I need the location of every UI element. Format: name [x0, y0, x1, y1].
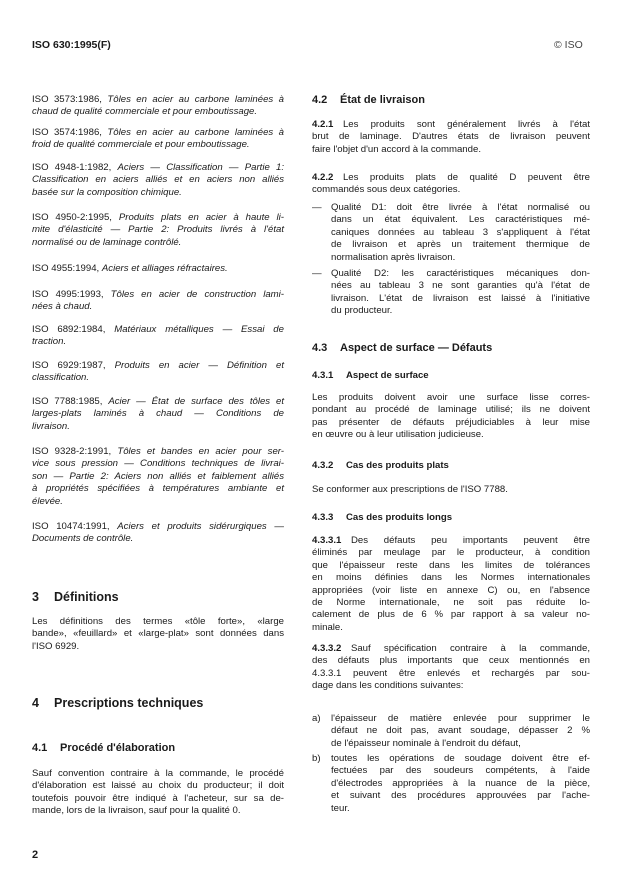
line-text: Tôles en acier au carbone laminées à	[107, 94, 284, 105]
line-text: Aciers et produits sidérurgiques —	[117, 521, 285, 532]
text-line	[32, 768, 284, 780]
line-text: commandés sous deux catégories.	[312, 184, 461, 196]
reference-entry	[32, 360, 284, 385]
text-line	[312, 572, 590, 584]
line-text: Matériaux métalliques — Essai de	[114, 324, 284, 335]
text-line	[331, 280, 590, 292]
text-line	[32, 628, 284, 640]
line-text: dans un état équivalent. Les caractéristiques mé-	[331, 214, 590, 226]
section-title: Aspect de surface	[346, 370, 429, 381]
line-text: de Norme internationale, ne soit pas réduite lo-	[312, 596, 590, 608]
reference-code: ISO 10474:1991,	[32, 521, 110, 532]
text-line	[32, 127, 284, 139]
line-text: à propriétés spécifiées à températures ambiante et	[32, 483, 284, 495]
list-item	[312, 268, 590, 318]
line-text: Documents de contrôle.	[32, 533, 134, 545]
line-text: Les définitions des termes «tôle forte», «large	[32, 616, 284, 627]
line-text: en œuvre ou à leur utilisation judicieuse.	[312, 429, 484, 441]
section-number: 4.3.1	[312, 370, 334, 381]
section-number: 4.2	[312, 94, 328, 106]
text-line	[32, 533, 284, 545]
text-line	[32, 187, 284, 199]
section-heading	[312, 341, 590, 355]
line-text: d'électrodes appropriées à la nuance de la pièce,	[331, 777, 590, 789]
reference-entry	[32, 396, 284, 433]
line-text: Qualité D2: les caractéristiques mécaniques don-	[331, 268, 590, 279]
text-line	[32, 396, 284, 408]
text-line	[312, 144, 590, 156]
line-text: mite d'élasticité — Partie 2: Produits livrés à l'état	[32, 224, 284, 236]
section-title: Cas des produits plats	[346, 460, 449, 471]
reference-entry	[32, 212, 284, 249]
section-number: 4.3.3	[312, 512, 334, 523]
line-text: Acier — État de surface des tôles et	[108, 396, 284, 407]
text-line	[32, 521, 284, 533]
text-line	[331, 268, 590, 280]
text-line	[312, 655, 590, 667]
reference-entry	[32, 289, 284, 314]
line-text: pondant au procédé de laminage utilisé; ils ne doivent	[312, 404, 590, 416]
paragraph	[312, 119, 590, 156]
line-text: Sauf spécification contraire à la commande,	[350, 643, 590, 654]
text-line	[331, 713, 590, 725]
line-text: froid de qualité commerciale et pour emboutissage.	[32, 139, 250, 151]
line-text: Les produits plats de qualité D peuvent être	[342, 172, 590, 183]
list-item	[312, 713, 590, 750]
text-line	[312, 429, 590, 441]
line-text: élevée.	[32, 495, 63, 507]
list-marker: —	[312, 268, 322, 279]
paragraph	[312, 643, 590, 693]
line-text: Des défauts peu importants peuvent être	[350, 535, 590, 546]
section-title: Cas des produits longs	[346, 512, 453, 523]
line-text: de livraison et après un traitement thermique de	[331, 239, 590, 251]
text-line	[312, 597, 590, 609]
section-number: 4.3	[312, 342, 328, 354]
line-text: classification.	[32, 372, 90, 384]
line-text: nées au tableau 3 ne sont garanties qu'à l'état de	[331, 280, 590, 292]
line-text: bande», «feuillard» et «large-plat» sont données dans	[32, 628, 284, 640]
line-text: Produits plats en acier à haute li-	[118, 212, 285, 223]
reference-entry	[32, 127, 284, 152]
text-line	[32, 641, 284, 653]
text-line	[32, 793, 284, 805]
line-text: d'élaboration est laissé au choix du producteur; il doit	[32, 780, 284, 792]
text-line	[312, 622, 590, 634]
text-line	[32, 106, 284, 118]
text-line	[32, 616, 284, 628]
line-text: Tôles en acier de construction lami-	[110, 289, 284, 300]
line-text: Aciers et alliages réfractaires.	[101, 263, 228, 274]
text-line	[32, 458, 284, 470]
text-line	[312, 535, 590, 547]
text-line	[331, 202, 590, 214]
clause-number: 4.2.2	[312, 172, 334, 183]
clause-number: 4.3.3.2	[312, 643, 342, 654]
paragraph	[32, 768, 284, 818]
line-text: appropriées (voir liste en annexe C) ou, en l'absence	[312, 584, 590, 596]
reference-code: ISO 7788:1985,	[32, 396, 103, 407]
line-text: toutefois pouvoir être indiqué à l'acheteur, sur sa de-	[32, 792, 284, 804]
text-line	[312, 585, 590, 597]
text-line	[32, 408, 284, 420]
text-line	[32, 483, 284, 495]
section-title: État de livraison	[340, 94, 425, 106]
text-line	[331, 790, 590, 802]
text-line	[32, 162, 284, 174]
text-line	[312, 417, 590, 429]
reference-code: ISO 6929:1987,	[32, 360, 106, 371]
line-text: 4.3.3.1 peuvent être enlevés et rechargés par sou-	[312, 667, 590, 679]
line-text: livraison. L'état de livraison est laissé à l'initiative	[331, 292, 590, 304]
text-line	[32, 780, 284, 792]
text-line	[312, 668, 590, 680]
text-line	[32, 421, 284, 433]
line-text: mande, lors de la livraison, sauf pour la qualité 0.	[32, 805, 241, 817]
text-line	[32, 372, 284, 384]
text-line	[32, 805, 284, 817]
section-heading	[312, 93, 590, 107]
text-line	[32, 94, 284, 106]
section-heading	[312, 511, 590, 524]
section-number: 4.1	[32, 742, 48, 754]
line-text: Les produits sont généralement livrés à l'état	[342, 119, 590, 130]
text-line	[331, 214, 590, 226]
text-line	[32, 324, 284, 336]
text-line	[32, 336, 284, 348]
paragraph	[312, 392, 590, 442]
reference-entry	[32, 263, 284, 275]
text-line	[32, 446, 284, 458]
reference-code: ISO 4995:1993,	[32, 289, 104, 300]
line-text: brut de laminage. D'autres états de livraison peuvent	[312, 131, 590, 143]
text-line	[32, 139, 284, 151]
text-line	[331, 753, 590, 765]
paragraph	[32, 616, 284, 653]
text-line	[32, 224, 284, 236]
text-line	[312, 609, 590, 621]
reference-entry	[32, 324, 284, 349]
text-line	[331, 765, 590, 777]
line-text: larges-plats laminés à chaud — Conditions de	[32, 408, 284, 420]
list-item	[312, 202, 590, 264]
list-marker: b)	[312, 753, 321, 764]
line-text: basée sur la composition chimique.	[32, 186, 182, 198]
line-text: toutes les opérations de soudage doivent être ef-	[331, 753, 590, 764]
list-item	[312, 753, 590, 815]
line-text: caniques données au tableau 3 s'appliquent à l'état	[331, 226, 590, 238]
section-number: 3	[32, 590, 39, 604]
reference-code: ISO 4950-2:1995,	[32, 212, 112, 223]
reference-code: ISO 9328-2:1991,	[32, 446, 112, 457]
line-text: que l'épaisseur reste dans les limites de tolérances	[312, 559, 590, 571]
text-line	[331, 252, 590, 264]
section-number: 4	[32, 696, 39, 710]
line-text: Aciers — Classification — Partie 1:	[117, 162, 284, 173]
line-text: l'épaisseur de matière enlevée pour supprimer le	[331, 713, 590, 724]
text-line	[32, 496, 284, 508]
section-heading	[32, 741, 284, 755]
text-line	[331, 778, 590, 790]
section-title: Procédé d'élaboration	[60, 742, 176, 754]
line-text: calement de plus de 6 % par rapport à sa valeur no-	[312, 609, 590, 621]
line-text: pas présenter de défauts préjudiciables à leur mise	[312, 416, 590, 428]
reference-entry	[32, 446, 284, 508]
line-text: Se conformer aux prescriptions de l'ISO 7788.	[312, 484, 508, 495]
text-line	[312, 392, 590, 404]
text-line	[32, 263, 284, 275]
line-text: teur.	[331, 802, 350, 814]
reference-code: ISO 4955:1994,	[32, 263, 100, 274]
section-heading	[312, 459, 590, 472]
text-line	[312, 560, 590, 572]
list-marker: a)	[312, 713, 321, 724]
line-text: fectuées par des soudeurs compétents, à l'aide	[331, 765, 590, 777]
reference-entry	[32, 521, 284, 546]
text-line	[331, 803, 590, 815]
text-line	[331, 725, 590, 737]
line-text: et suivant des procédures approuvées par l'ache-	[331, 790, 590, 802]
text-line	[331, 738, 590, 750]
line-text: Produits en acier — Définition et	[114, 360, 284, 371]
text-line	[312, 172, 590, 184]
section-heading	[32, 590, 284, 605]
section-title: Aspect de surface — Défauts	[340, 342, 493, 354]
paragraph	[312, 535, 590, 634]
line-text: normalisé ou de laminage contrôlé.	[32, 236, 182, 248]
line-text: nées à chaud.	[32, 301, 93, 313]
section-title: Prescriptions techniques	[54, 696, 204, 710]
clause-number: 4.2.1	[312, 119, 334, 130]
text-line	[32, 237, 284, 249]
line-text: son — Partie 2: Aciers non alliés et faiblement alliés	[32, 470, 284, 482]
line-text: du producteur.	[331, 305, 393, 317]
line-text: de l'épaisseur nominale à l'endroit du défaut,	[331, 737, 521, 749]
section-heading	[312, 369, 590, 382]
copyright-notice: © ISO	[554, 39, 583, 51]
line-text: Classification en aciers alliés et en aciers non alliés	[32, 174, 284, 186]
section-title: Définitions	[54, 590, 119, 604]
line-text: Qualité D1: doit être livrée à l'état normalisé ou	[331, 202, 590, 213]
text-line	[312, 680, 590, 692]
text-line	[331, 227, 590, 239]
line-text: en moins définies dans les Normes internationales	[312, 572, 590, 584]
text-line	[331, 239, 590, 251]
line-text: défaut ne doit pas, avant soudage, dépasser 2 %	[331, 725, 590, 737]
reference-entry	[32, 94, 284, 119]
document-id: ISO 630:1995(F)	[32, 39, 111, 51]
line-text: éliminés par meulage par le producteur, à condition	[312, 547, 590, 559]
reference-code: ISO 3574:1986,	[32, 127, 102, 138]
text-line	[312, 643, 590, 655]
clause-number: 4.3.3.1	[312, 535, 342, 546]
reference-code: ISO 3573:1986,	[32, 94, 102, 105]
line-text: faire l'objet d'un accord à la commande.	[312, 143, 481, 155]
section-heading	[32, 696, 284, 711]
text-line	[331, 293, 590, 305]
line-text: Tôles en acier au carbone laminées à	[107, 127, 284, 138]
line-text: livraison.	[32, 420, 70, 432]
text-line	[32, 289, 284, 301]
line-text: normalisation après livraison.	[331, 251, 456, 263]
section-number: 4.3.2	[312, 460, 334, 471]
line-text: l'ISO 6929.	[32, 640, 80, 652]
paragraph	[312, 484, 590, 496]
text-line	[32, 471, 284, 483]
text-line	[312, 484, 590, 496]
text-line	[32, 212, 284, 224]
text-line	[312, 119, 590, 131]
reference-code: ISO 6892:1984,	[32, 324, 106, 335]
line-text: des défauts plus importants que ceux mentionnés en	[312, 655, 590, 667]
paragraph	[312, 172, 590, 197]
list-marker: —	[312, 202, 322, 213]
line-text: traction.	[32, 336, 67, 348]
text-line	[32, 301, 284, 313]
text-line	[312, 131, 590, 143]
line-text: Tôles et bandes en acier pour ser-	[117, 446, 284, 457]
line-text: vice sous pression — Conditions techniques de livrai-	[32, 458, 284, 470]
line-text: Les produits doivent avoir une surface lisse corres-	[312, 392, 590, 403]
text-line	[331, 305, 590, 317]
reference-entry	[32, 162, 284, 199]
line-text: Sauf convention contraire à la commande, le procédé	[32, 768, 284, 779]
page-number: 2	[32, 849, 39, 861]
text-line	[32, 174, 284, 186]
reference-code: ISO 4948-1:1982,	[32, 162, 112, 173]
text-line	[312, 547, 590, 559]
text-line	[312, 404, 590, 416]
line-text: dage dans les conditions suivantes:	[312, 680, 464, 692]
text-line	[32, 360, 284, 372]
line-text: chaud de qualité commerciale et pour emboutissage.	[32, 106, 258, 118]
text-line	[312, 184, 590, 196]
line-text: minale.	[312, 621, 343, 633]
